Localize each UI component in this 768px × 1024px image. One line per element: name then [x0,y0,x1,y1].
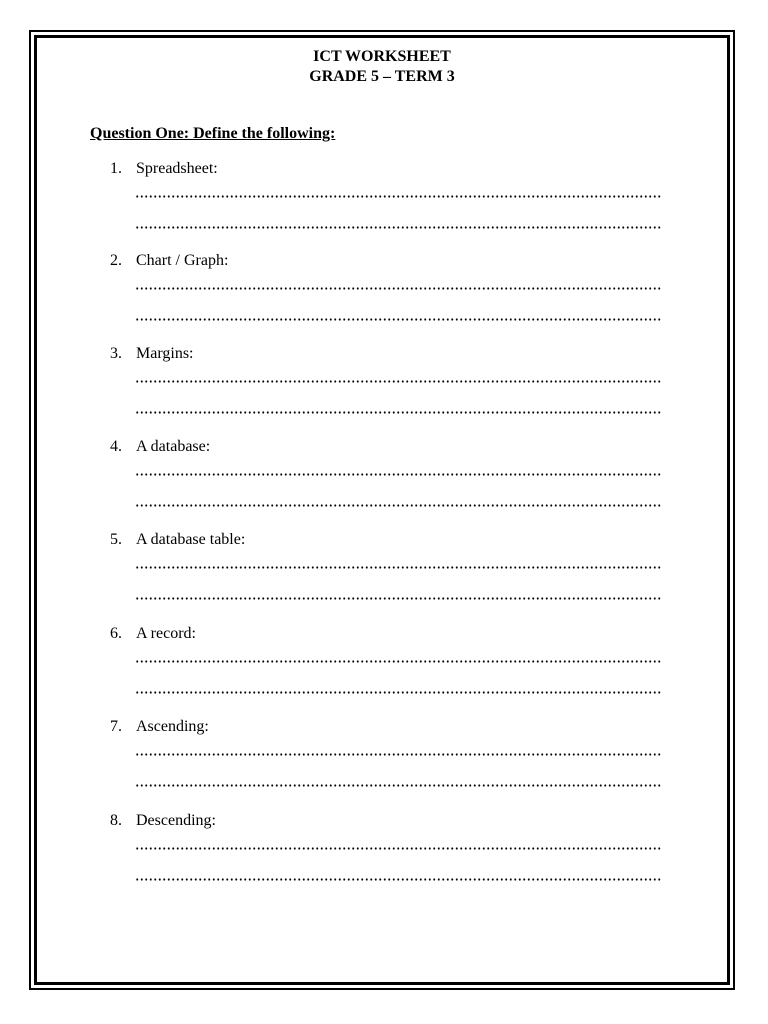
answer-line[interactable] [135,784,662,787]
item-number: 7. [110,718,122,735]
answer-line[interactable] [135,847,662,850]
item-number: 8. [110,812,122,829]
item-label: Ascending: [136,718,209,735]
answer-line[interactable] [135,566,662,569]
item-label: A record: [136,625,196,642]
item-label: Margins: [136,345,194,362]
answer-line[interactable] [135,660,662,663]
answer-line[interactable] [135,226,662,229]
item-number: 3. [110,345,122,362]
item-number: 2. [110,252,122,269]
answer-line[interactable] [135,411,662,414]
answer-line[interactable] [135,597,662,600]
item-label: Chart / Graph: [136,252,229,269]
item-number: 1. [110,160,122,177]
worksheet-subtitle: GRADE 5 – TERM 3 [309,68,455,85]
item-label: Descending: [136,812,216,829]
worksheet-title: ICT WORKSHEET [313,48,451,65]
item-number: 4. [110,438,122,455]
item-number: 5. [110,531,122,548]
item-label: A database: [136,438,211,455]
item-number: 6. [110,625,122,642]
answer-line[interactable] [135,473,662,476]
answer-line[interactable] [135,380,662,383]
answer-line[interactable] [135,753,662,756]
item-label: A database table: [136,531,246,548]
answer-line[interactable] [135,195,662,198]
item-label: Spreadsheet: [136,160,218,177]
answer-line[interactable] [135,691,662,694]
answer-line[interactable] [135,287,662,290]
question-heading: Question One: Define the following: [90,125,336,142]
answer-line[interactable] [135,878,662,881]
worksheet-header [34,47,730,87]
answer-line[interactable] [135,504,662,507]
answer-line[interactable] [135,318,662,321]
